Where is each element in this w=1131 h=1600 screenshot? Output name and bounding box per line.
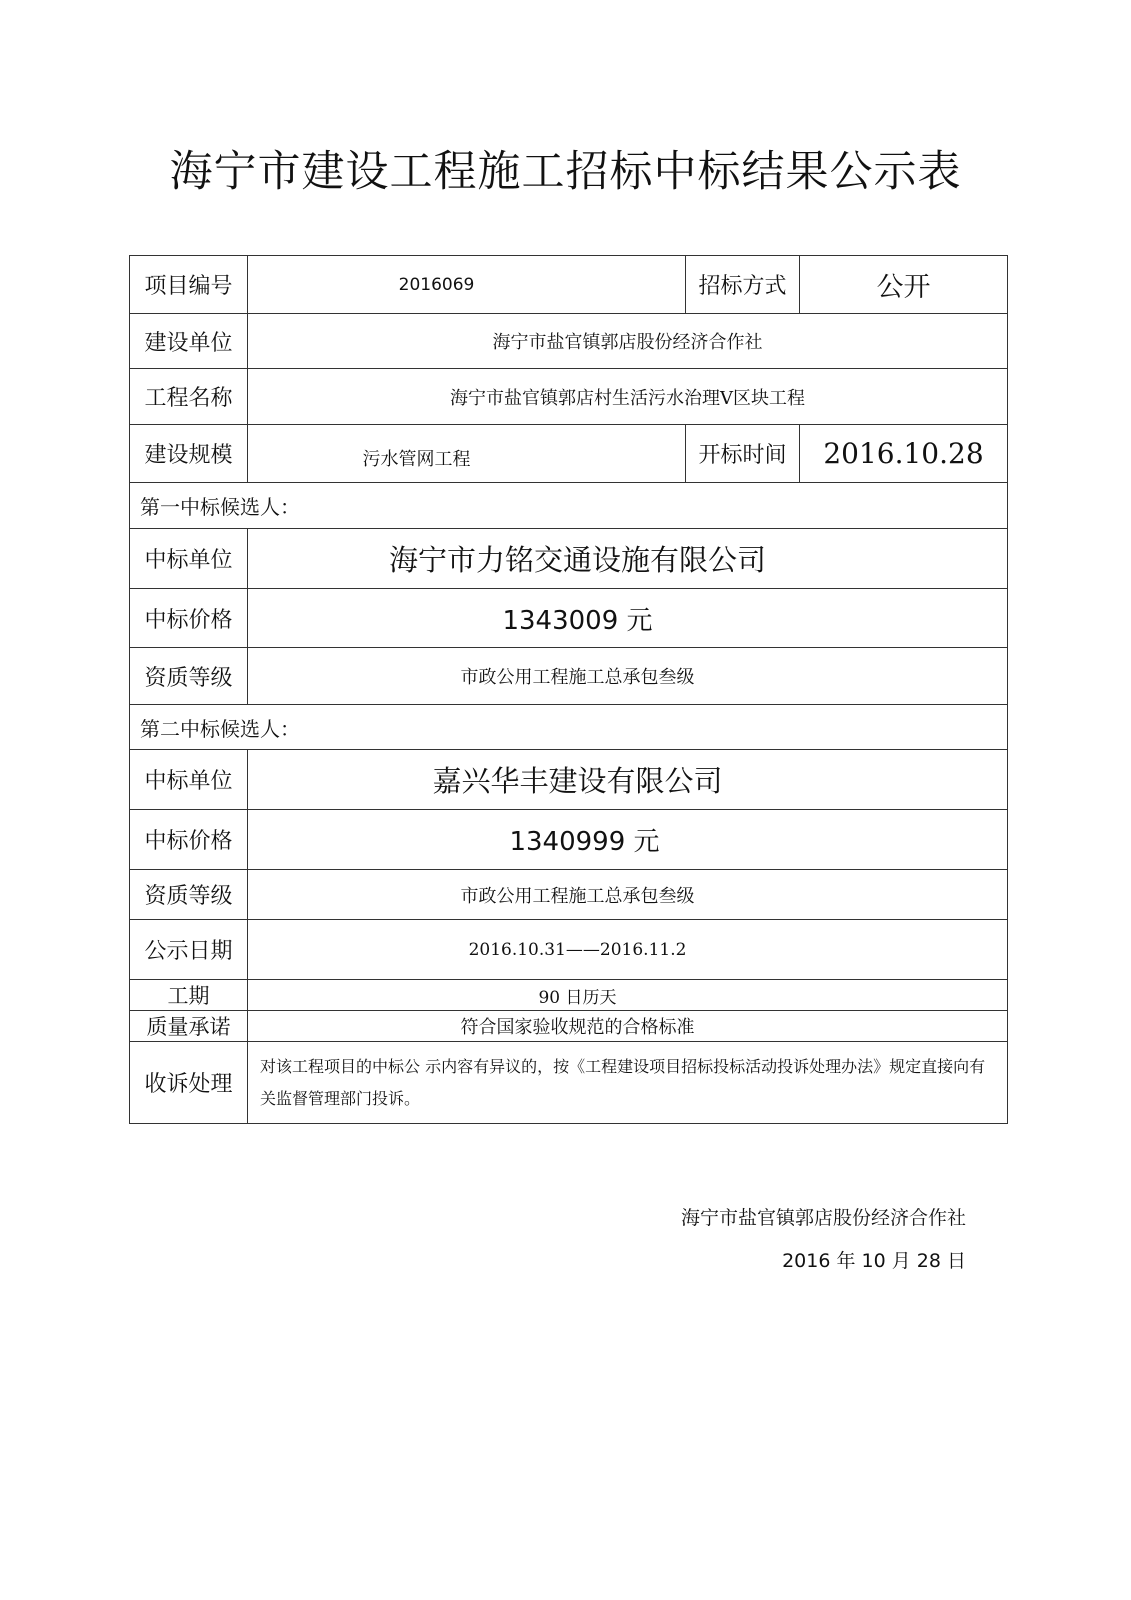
open-time-label: 开标时间 [686, 425, 800, 483]
c1-qual-label: 资质等级 [130, 648, 248, 705]
owner-value: 海宁市盐官镇郭店股份经济合作社 [248, 314, 1008, 369]
row-c2-unit [130, 750, 1008, 810]
row-publicity [130, 920, 1008, 980]
row-c2-price [130, 810, 1008, 870]
row-period [130, 980, 1008, 1011]
bid-method-value: 公开 [800, 256, 1008, 314]
row-project-name [130, 369, 1008, 425]
row-complaint [130, 1042, 1008, 1124]
c1-price-value: 1343009 元 [248, 589, 1008, 648]
project-name-label: 工程名称 [130, 369, 248, 425]
signature-organization: 海宁市盐官镇郭店股份经济合作社 [680, 1207, 966, 1229]
complaint-label: 收诉处理 [130, 1042, 248, 1124]
publicity-label: 公示日期 [130, 920, 248, 980]
quality-label: 质量承诺 [130, 1011, 248, 1042]
c2-unit-label: 中标单位 [130, 750, 248, 810]
document-title: 海宁市建设工程施工招标中标结果公示表 [169, 147, 962, 197]
row-candidate2-heading [130, 705, 1008, 750]
c1-qual-value: 市政公用工程施工总承包叁级 [248, 648, 1008, 705]
complaint-text: 对该工程项目的中标公 示内容有异议的，按《工程建设项目招标投标活动投诉处理办法》规定直接向有关监督管理部门投诉。 [248, 1042, 1008, 1124]
row-project-no [130, 256, 1008, 314]
quality-value: 符合国家验收规范的合格标准 [248, 1011, 1008, 1042]
c2-unit-value: 嘉兴华丰建设有限公司 [248, 750, 1008, 810]
candidate2-heading: 第二中标候选人： [130, 705, 1008, 750]
row-quality [130, 1011, 1008, 1042]
period-label: 工期 [130, 980, 248, 1011]
bid-result-table [129, 255, 1008, 1124]
scale-value: 污水管网工程 [248, 425, 686, 483]
publicity-value: 2016.10.31——2016.11.2 [248, 920, 1008, 980]
c1-unit-label: 中标单位 [130, 529, 248, 589]
open-time-value: 2016.10.28 [800, 425, 1008, 483]
row-c1-qualification [130, 648, 1008, 705]
c2-qual-value: 市政公用工程施工总承包叁级 [248, 870, 1008, 920]
row-c1-unit [130, 529, 1008, 589]
project-name-value: 海宁市盐官镇郭店村生活污水治理Ⅴ区块工程 [248, 369, 1008, 425]
c1-price-label: 中标价格 [130, 589, 248, 648]
project-no-label: 项目编号 [130, 256, 248, 314]
row-scale [130, 425, 1008, 483]
candidate1-heading: 第一中标候选人： [130, 483, 1008, 529]
signature-date: 2016 年 10 月 28 日 [782, 1250, 966, 1272]
c1-unit-value: 海宁市力铭交通设施有限公司 [248, 529, 1008, 589]
bid-method-label: 招标方式 [686, 256, 800, 314]
row-c1-price [130, 589, 1008, 648]
scale-label: 建设规模 [130, 425, 248, 483]
row-candidate1-heading [130, 483, 1008, 529]
row-c2-qualification [130, 870, 1008, 920]
c2-price-label: 中标价格 [130, 810, 248, 870]
row-owner [130, 314, 1008, 369]
period-value: 90 日历天 [248, 980, 1008, 1011]
owner-label: 建设单位 [130, 314, 248, 369]
project-no-value: 2016069 [248, 256, 686, 314]
c2-qual-label: 资质等级 [130, 870, 248, 920]
c2-price-value: 1340999 元 [248, 810, 1008, 870]
